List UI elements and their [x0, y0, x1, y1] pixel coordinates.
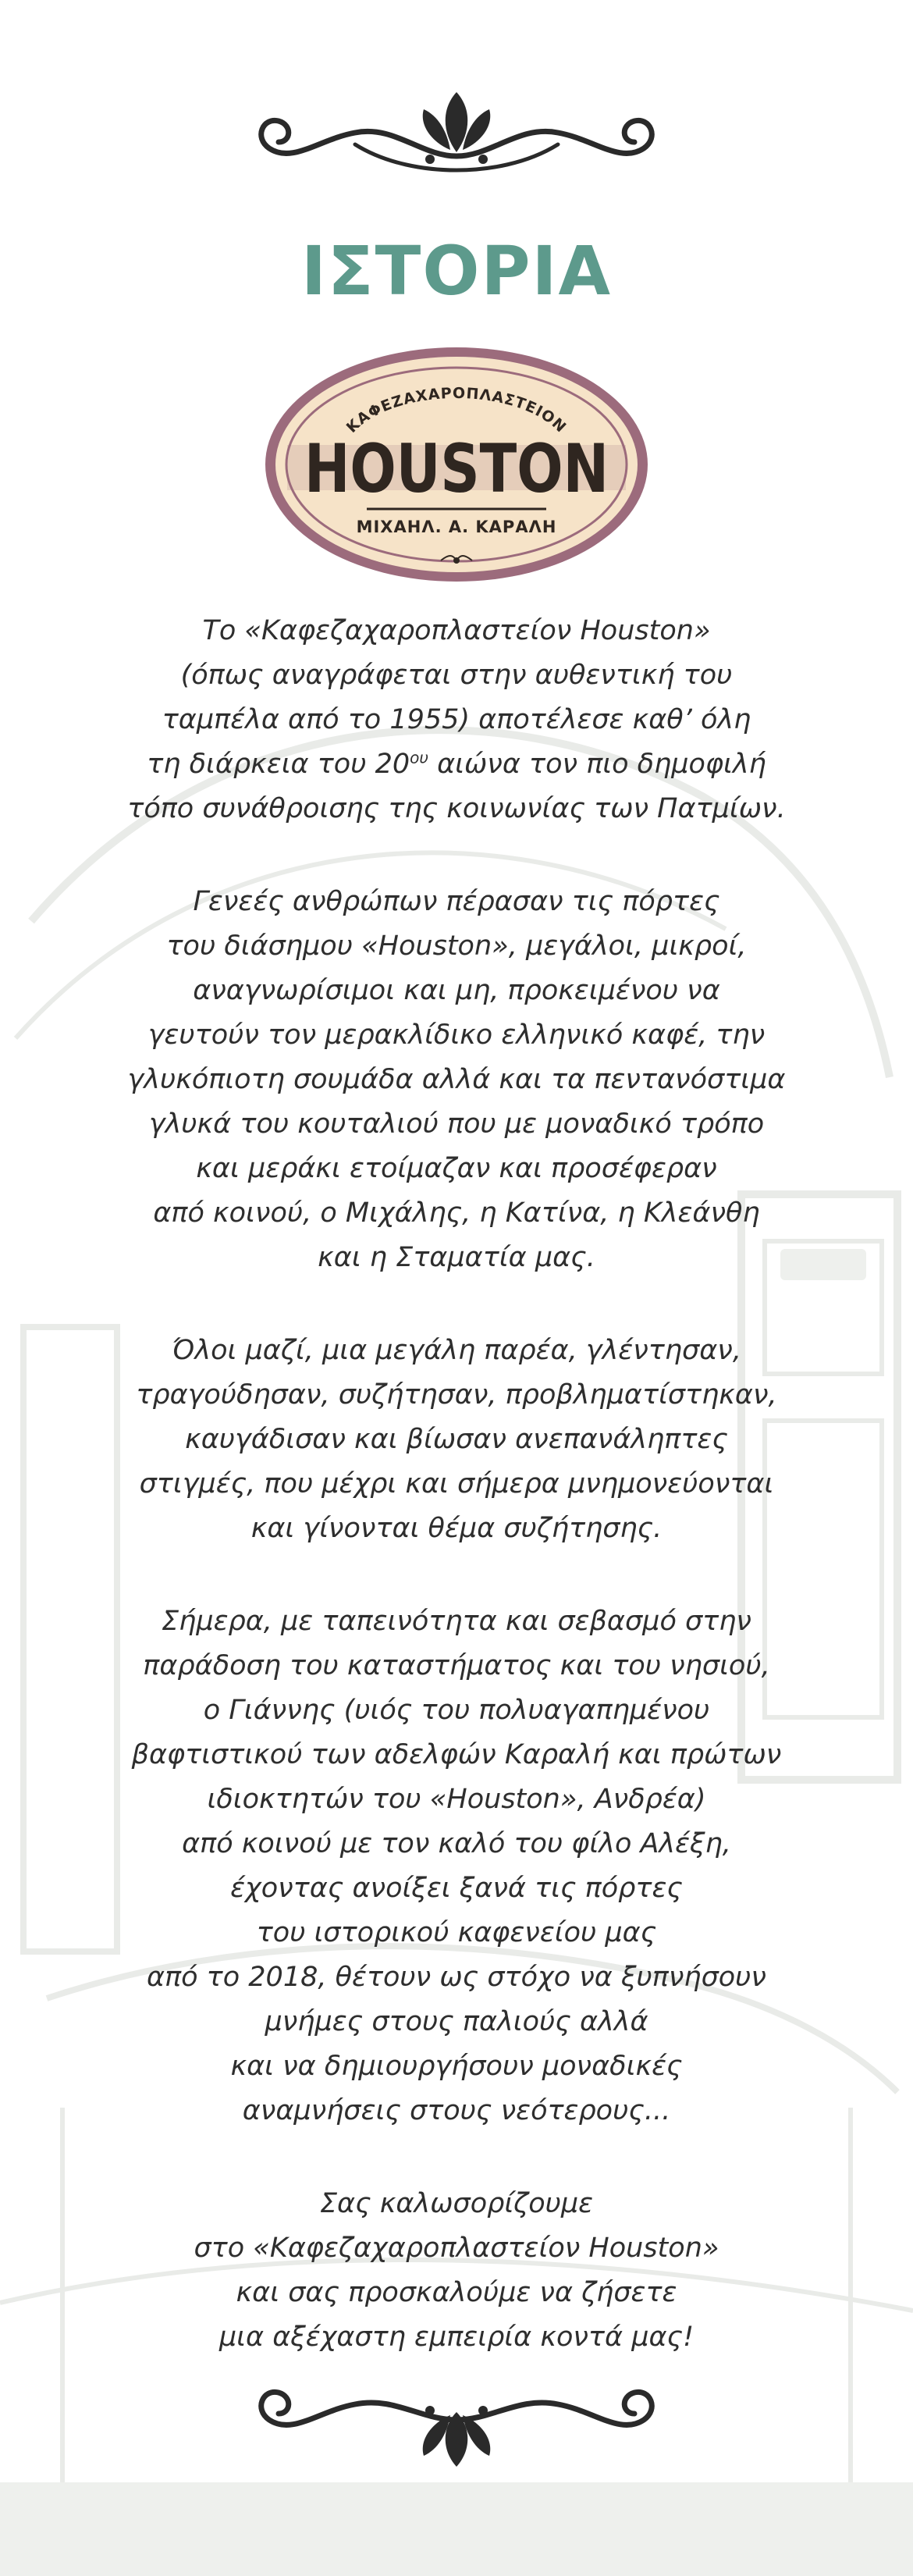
story-line: (όπως αναγράφεται στην αυθεντική του — [180, 660, 733, 691]
story-paragraph-4 — [70, 1599, 843, 2133]
story-line: αναγνωρίσιμοι και μη, προκειμένου να — [193, 975, 720, 1006]
story-line: και γίνονται θέμα συζήτησης. — [250, 1513, 663, 1544]
line-part: τη διάρκεια του 20 — [147, 749, 410, 780]
logo-owner: ΜΙΧΑΗΛ. Α. ΚΑΡΑΛΗ — [356, 518, 557, 536]
story-line: μνήμες στους παλιούς αλλά — [265, 2006, 648, 2037]
story-line: από κοινού με τον καλό του φίλο Αλέξη, — [182, 1828, 731, 1859]
story-line — [70, 742, 843, 787]
story-line: γευτούν τον μερακλίδικο ελληνικό καφέ, την — [147, 1019, 766, 1051]
story-line: γλυκά του κουταλιού που με μοναδικό τρόπο — [148, 1108, 765, 1140]
story-line: αναμνήσεις στους νεότερους... — [242, 2095, 671, 2126]
story-line: και μεράκι ετοίμαζαν και προσέφεραν — [196, 1153, 717, 1184]
story-line: του διάσημου «Houston», μεγάλοι, μικροί, — [166, 930, 747, 962]
story-paragraph-1 — [70, 609, 843, 831]
line-part: αιώνα τον πιο δημοφιλή — [428, 749, 766, 780]
story-line: μια αξέχαστη εμπειρία κοντά μας! — [218, 2322, 695, 2353]
story-line: από κοινού, ο Μιχάλης, η Κατίνα, η Κλεάνθη — [153, 1197, 760, 1229]
story-line: και η Σταματία μας. — [318, 1242, 595, 1273]
story-line: Γενεές ανθρώπων πέρασαν τις πόρτες — [193, 886, 720, 917]
story-line: και σας προσκαλούμε να ζήσετε — [236, 2277, 677, 2308]
story-line: γλυκόπιοτη σουμάδα αλλά και τα πεντανόστιμα — [127, 1064, 786, 1095]
top-ornament-icon — [246, 78, 667, 187]
bottom-ornament-icon — [246, 2365, 667, 2475]
story-line: παράδοση του καταστήματος και του νησιού, — [143, 1650, 770, 1681]
story-line: και να δημιουργήσουν μοναδικές — [230, 2051, 683, 2082]
story-line: ιδιοκτητών του «Houston», Ανδρέα) — [207, 1784, 706, 1815]
story-line: στιγμές, που μέχρι και σήμερα μνημονεύονται — [139, 1468, 774, 1500]
story-line: του ιστορικού καφενείου μας — [256, 1917, 657, 1948]
story-line: Όλοι μαζί, μια μεγάλη παρέα, γλέντησαν, — [172, 1335, 741, 1366]
story-paragraph-3 — [70, 1329, 843, 1551]
houston-logo — [258, 336, 655, 593]
page-title: ΙΣΤΟΡΙΑ — [300, 233, 613, 311]
story-line: Σας καλωσορίζουμε — [319, 2188, 594, 2219]
story-line: τραγούδησαν, συζήτησαν, προβληματίστηκαν, — [136, 1379, 777, 1411]
story-line: Το «Καφεζαχαροπλαστείον Houston» — [202, 615, 711, 646]
century-suffix: ου — [410, 748, 428, 767]
logo-arc-text: ΚΑΦΕΖΑΧΑΡΟΠΛΑΣΤΕΙΟΝ — [343, 384, 570, 436]
story-line: ταμπέλα από το 1955) αποτέλεσε καθ’ όλη — [162, 704, 751, 735]
story-paragraph-2 — [70, 880, 843, 1280]
story-line: από το 2018, θέτουν ως στόχο να ξυπνήσουν — [147, 1962, 766, 1993]
logo-name: HOUSTON — [304, 430, 609, 508]
story-line: τόπο συνάθροισης της κοινωνίας των Πατμίων. — [127, 793, 786, 824]
story-line: καυγάδισαν και βίωσαν ανεπανάληπτες — [185, 1424, 728, 1455]
story-line: ο Γιάννης (υιός του πολυαγαπημένου — [203, 1695, 710, 1726]
story-text — [70, 609, 843, 2360]
story-line: Σήμερα, με ταπεινότητα και σεβασμό στην — [162, 1606, 751, 1637]
story-line: στο «Καφεζαχαροπλαστείον Houston» — [194, 2233, 719, 2264]
story-line: έχοντας ανοίξει ξανά τις πόρτες — [230, 1873, 683, 1904]
story-paragraph-5 — [70, 2182, 843, 2360]
story-line: βαφτιστικού των αδελφών Καραλή και πρώτων — [131, 1739, 782, 1770]
